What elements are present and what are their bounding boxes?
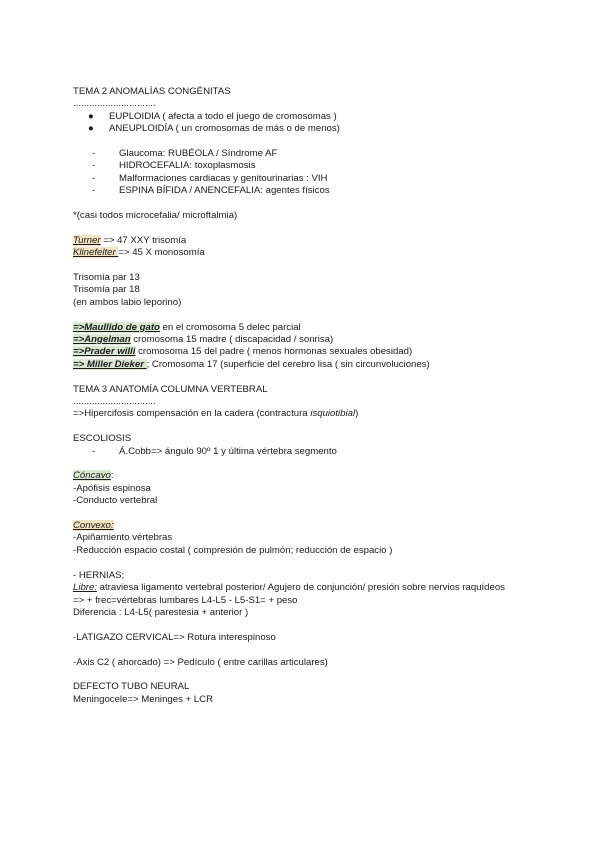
text-line: -Apiñamiento vértebras <box>73 532 173 544</box>
document-body <box>73 86 543 706</box>
section-title-tema-2: TEMA 2 ANOMALÍAS CONGÉNITAS <box>73 86 231 97</box>
text-line: Meningocele=> Meninges + LCR <box>73 693 213 705</box>
dash-icon: - <box>92 160 96 172</box>
escoliosis-heading: ESCOLIOSIS <box>73 433 132 445</box>
highlighted-term: Klinefelter <box>73 247 119 259</box>
turner-line: Turner => 47 XXY trisomía <box>73 234 187 246</box>
highlighted-term: Cóncavo <box>73 470 111 482</box>
dash-item: - HIDROCEFALIA: toxoplasmosis <box>92 160 256 172</box>
highlighted-term: Turner <box>73 234 101 246</box>
text-line: -Axis C2 ( ahorcado) => Pedículo ( entre carillas articulares) <box>73 656 328 668</box>
text-line: Trisomía par 13 <box>73 272 140 284</box>
dash-item: - Malformaciones cardiacas y genitourinarias : VIH <box>92 172 328 184</box>
highlighted-term: => Miller Dieker <box>73 358 147 370</box>
libre-paragraph: Libre: atraviesa ligamento vertebral posterior/ Agujero de conjunción/ presión sobre nervios raquídeos <box>73 582 505 594</box>
bullet-icon: ● <box>88 123 94 135</box>
text-line: (en ambos labio leporino) <box>73 296 182 308</box>
hernias-heading: - HERNIAS; <box>73 569 125 581</box>
dash-icon: - <box>92 445 96 457</box>
bullet-item: ● EUPLOIDIA ( afecta a todo el juego de cromosomas ) <box>88 110 337 122</box>
section-title-tema-3: TEMA 3 ANATOMÍA COLUMNA VERTEBRAL <box>73 383 268 395</box>
concavo-heading: Cóncavo: <box>73 470 114 482</box>
dotted-rule: ............................... <box>73 98 156 110</box>
text-line: -LATIGAZO CERVICAL=> Rotura interespinoso <box>73 631 276 643</box>
bullet-item: ● ANEUPLOIDÍA ( un cromosomas de más o de menos) <box>88 123 340 135</box>
text-line: -Reducción espacio costal ( compresión de pulmón; reducción de espacio ) <box>73 544 393 556</box>
bullet-icon: ● <box>88 110 94 122</box>
dash-item: - Á.Cobb=> ángulo 90º 1 y última vértebra segmento <box>92 445 337 457</box>
dash-item: - ESPINA BÍFIDA / ANENCEFALIA: agentes físicos <box>92 185 330 197</box>
syndrome-line: =>Maullido de gato en el cromosoma 5 delec parcial <box>73 321 301 333</box>
highlighted-term: =>Angelman <box>73 334 131 346</box>
text-line: -Conducto vertebral <box>73 495 158 507</box>
syndrome-line: =>Angelman cromosoma 15 madre ( discapacidad / sonrisa) <box>73 334 334 346</box>
syndrome-line: => Miller Dieker ; Cromosoma 17 (superficie del cerebro lisa ( sin circunvoluciones) <box>73 358 430 370</box>
highlighted-term: Convexo: <box>73 520 114 532</box>
dash-icon: - <box>92 148 96 160</box>
text-line: Trisomía par 18 <box>73 284 140 296</box>
text-line: Diferencia : L4-L5( parestesia + anterior ) <box>73 606 249 618</box>
convexo-heading <box>73 520 543 532</box>
hipercifosis-line: =>Hipercifosis compensación en la cadera (contractura isquiotibial) <box>73 408 359 420</box>
text-line: -Apófisis espinosa <box>73 482 151 494</box>
dotted-rule: ............................... <box>73 396 156 408</box>
defecto-heading: DEFECTO TUBO NEURAL <box>73 681 190 693</box>
underlined-term: Libre: <box>73 582 97 594</box>
dash-item: - Glaucoma: RUBÉOLA / Síndrome AF <box>92 148 278 160</box>
dash-icon: - <box>92 185 96 197</box>
syndrome-line: =>Prader willi cromosoma 15 del padre ( menos hormonas sexuales obesidad) <box>73 346 413 358</box>
highlighted-term: =>Maullido de gato <box>73 321 160 333</box>
dash-icon: - <box>92 172 96 184</box>
klinefelter-line: Klinefelter => 45 X monosomía <box>73 247 205 259</box>
note-line: *(casi todos microcefalia/ microftalmia) <box>73 210 238 222</box>
text-line: => + frec=vértebras lumbares L4-L5 - L5-S1= + peso <box>73 594 298 606</box>
highlighted-term: =>Prader willi <box>73 346 136 358</box>
